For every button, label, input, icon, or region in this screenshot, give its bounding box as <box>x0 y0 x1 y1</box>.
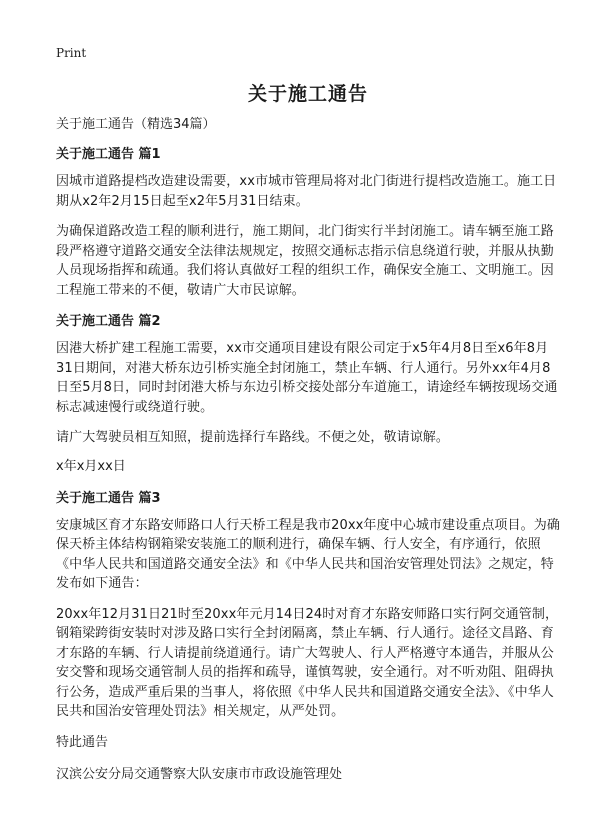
section-3-paragraph-2: 20xx年12月31日21时至20xx年元月14日24时对育才东路安师路口实行阿交通管制，钢箱梁跨街安装时对涉及路口实行全封闭隔离，禁止车辆、行人通行。途径文昌路、育才东路的车辆、行人请提前绕道通行。请广大驾驶人、行人严格遵守本通告，并服从公安交警和现场交通管制人员的指挥和疏导，谨慎驾驶，安全通行。对不听劝阻、阻碍执行公务，造成严重后果的当事人，将依照《中华人民共和国道路交通安全法》、《中华人民共和国治安管理处罚法》相关规定，从严处罚。 <box>56 606 559 719</box>
section-2-heading: 关于施工通告 篇2 <box>56 314 161 329</box>
section-1-paragraph-2: 为确保道路改造工程的顺利进行，施工期间，北门街实行半封闭施工。请车辆至施工路段严格遵守道路交通安全法律法规规定，按照交通标志指示信息绕道行驶，并服从执勤人员现场指挥和疏通。我们将认真做好工程的组织工作，确保安全施工、文明施工。因工程施工带来的不便，敬请广大市民谅解。 <box>56 224 554 298</box>
closing-notice: 特此通告 <box>56 734 109 750</box>
document-subtitle: 关于施工通告（精选34篇） <box>56 117 216 132</box>
section-1-paragraph-1: 因城市道路提档改造建设需要，xx市城市管理局将对北门街进行提档改造施工。施工日期从x2年2月15日起至x2年5月31日结束。 <box>56 174 557 209</box>
page-title: 关于施工通告 <box>247 83 368 105</box>
issuer-signature: 汉滨公安分局交通警察大队安康市市政设施管理处 <box>56 766 343 782</box>
print-link[interactable]: Print <box>56 46 87 60</box>
section-2-date: x年x月xx日 <box>56 458 126 474</box>
section-2-paragraph-2: 请广大驾驶员相互知照，提前选择行车路线。不便之处，敬请谅解。 <box>56 430 450 445</box>
section-2-paragraph-1: 因港大桥扩建工程施工需要，xx市交通项目建设有限公司定于x5年4月8日至x6年8月31日期间，对港大桥东边引桥实施全封闭施工，禁止车辆、行人通行。另外xx年4月8日至5月8日，同时封闭港大桥与东边引桥交接处部分车道施工，请途经车辆按现场交通标志减速慢行或绕道行驶。 <box>56 341 558 415</box>
section-3-heading: 关于施工通告 篇3 <box>56 490 161 506</box>
section-1-heading: 关于施工通告 篇1 <box>56 147 161 162</box>
section-3-paragraph-1: 安康城区育才东路安师路口人行天桥工程是我市20xx年度中心城市建设重点项目。为确保天桥主体结构钢箱梁安装施工的顺利进行，确保车辆、行人安全，有序通行，依照《中华人民共和国道路交通安全法》和《中华人民共和国治安管理处罚法》之规定，特发布如下通告： <box>56 517 560 591</box>
